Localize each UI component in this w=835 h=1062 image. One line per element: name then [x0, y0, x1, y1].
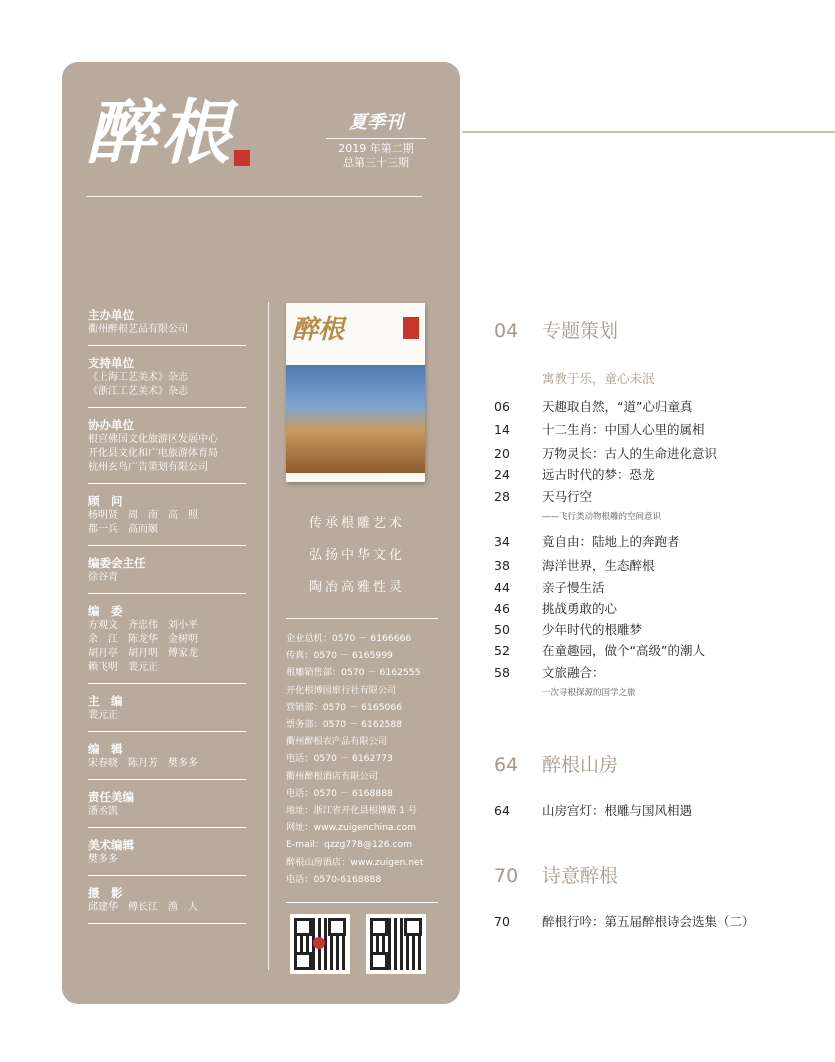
- credit-line: 都一兵 高而颐: [88, 524, 158, 535]
- section-title: 醉根山房: [542, 754, 619, 776]
- motto-line: 弘扬中华文化: [308, 548, 405, 563]
- credit-line: 余 江 陈龙华 金树明: [88, 634, 198, 645]
- credit-line: 胡月亭 胡月明 傅家龙: [88, 648, 198, 659]
- toc-page: 44: [494, 580, 510, 595]
- toc-page: 70: [494, 914, 510, 929]
- toc-page: 28: [494, 489, 510, 504]
- contact-line: 电话：0570 － 6168888: [286, 787, 393, 799]
- credit-line: 《上海工艺美术》杂志: [88, 372, 188, 383]
- contact-line: 开化根博园旅行社有限公司: [286, 684, 397, 696]
- toc-item[interactable]: [494, 556, 655, 574]
- credit-line: 裴元正: [88, 710, 118, 721]
- contact-line: 地址：浙江省开化县根博路 1 号: [286, 805, 418, 817]
- toc-page: 34: [494, 534, 510, 549]
- credit-line: 杨明贤 周 南 高 照: [88, 510, 198, 521]
- toc-page: 52: [494, 643, 510, 658]
- issue-total: 总第三十三期: [343, 156, 409, 169]
- toc-title: 文旅融合：: [542, 665, 605, 680]
- contacts-rule: [286, 618, 438, 619]
- credit-co-organizer: [88, 418, 246, 484]
- qr-code-icon: [290, 914, 350, 974]
- toc-item[interactable]: [494, 532, 680, 550]
- credit-committee: [88, 604, 246, 684]
- toc-section: [494, 316, 618, 343]
- credit-line: 方观文 齐忠伟 刘小平: [88, 620, 198, 631]
- toc-page: 46: [494, 601, 510, 616]
- toc-page: 14: [494, 422, 510, 437]
- credit-editors: [88, 742, 246, 780]
- credit-line: 樊多多: [88, 854, 118, 865]
- toc-page: 20: [494, 446, 510, 461]
- cover-logo: 醉根: [292, 315, 345, 345]
- cover-photo: [286, 365, 425, 473]
- contact-line: 网址：www.zuigenchina.com: [286, 822, 417, 834]
- motto: [286, 508, 428, 604]
- section-title: 专题策划: [542, 320, 619, 342]
- credit-heading: 支持单位: [88, 356, 134, 370]
- toc-section: [494, 750, 618, 777]
- contact-line: 传真：0570 － 6165999: [286, 650, 393, 662]
- credit-photography: [88, 886, 246, 924]
- issue-info: [326, 108, 426, 170]
- credit-line: 赖飞明 裴元正: [88, 662, 158, 673]
- credit-heading: 主办单位: [88, 308, 134, 322]
- cover-seal-icon: [403, 317, 419, 339]
- motto-line: 传承根雕艺术: [308, 516, 405, 531]
- credit-heading: 主 编: [88, 694, 123, 708]
- contact-line: 电话：0570 － 6162773: [286, 753, 393, 765]
- cover-thumbnail: [286, 303, 425, 482]
- credit-line: 徐谷青: [88, 572, 118, 583]
- credit-committee-director: [88, 556, 246, 594]
- credit-art-editor: [88, 838, 246, 876]
- credit-line: 杭州玄鸟广告策划有限公司: [88, 462, 208, 473]
- credit-line: 邱建华 傅长江 渔 人: [88, 902, 198, 913]
- credits-column: [88, 308, 246, 934]
- toc-item[interactable]: [494, 465, 655, 483]
- toc-item[interactable]: [494, 487, 592, 505]
- toc-title: 天马行空: [542, 489, 593, 504]
- toc-title: 亲子慢生活: [542, 580, 605, 595]
- toc-item[interactable]: [494, 599, 617, 617]
- credit-supporter: [88, 356, 246, 408]
- toc-item[interactable]: [494, 397, 692, 415]
- credit-heading: 协办单位: [88, 418, 134, 432]
- credit-line: 《浙江工艺美术》杂志: [88, 386, 188, 397]
- toc-page: 06: [494, 399, 510, 414]
- credit-heading: 编 委: [88, 604, 123, 618]
- credit-line: 衢州醉根艺品有限公司: [88, 324, 188, 335]
- toc-title: 天趣取自然，“道”心归童真: [542, 399, 693, 414]
- toc-item[interactable]: [494, 620, 642, 638]
- toc-section: [494, 861, 618, 888]
- toc-title: 少年时代的根雕梦: [542, 622, 643, 637]
- magazine-logo: 醉根: [86, 91, 234, 174]
- section-page: 04: [494, 320, 519, 342]
- contact-line: 营销部：0570 － 6165066: [286, 701, 403, 713]
- contact-line: 票务部：0570 － 6162588: [286, 719, 403, 731]
- toc-title: 远古时代的梦：恐龙: [542, 467, 655, 482]
- toc-item[interactable]: [494, 912, 755, 930]
- contact-line: 醉根山房酒店：www.zuigen.net: [286, 856, 424, 868]
- toc-note: ——飞行类动物根雕的空间意识: [542, 512, 662, 522]
- toc-page: 24: [494, 467, 510, 482]
- credit-heading: 编委会主任: [88, 556, 146, 570]
- toc-page: 38: [494, 558, 510, 573]
- section-subtitle: 寓教于乐，童心未泯: [542, 371, 655, 386]
- toc-title: 在童趣园，做个“高级”的潮人: [542, 643, 705, 658]
- credit-heading: 美术编辑: [88, 838, 134, 852]
- red-seal-icon: [234, 150, 250, 166]
- toc-note: 一次寻根探源的国学之旅: [542, 688, 636, 698]
- section-title: 诗意醉根: [542, 865, 619, 887]
- toc-page: 50: [494, 622, 510, 637]
- credit-heading: 摄 影: [88, 886, 123, 900]
- contacts-rule: [286, 902, 438, 903]
- credit-organizer: [88, 308, 246, 346]
- contact-line: 企业总机：0570 － 6166666: [286, 633, 412, 644]
- issue-rule: [326, 138, 426, 139]
- contact-line: 电话：0570-6168888: [286, 873, 382, 885]
- qr-code-icon: [366, 914, 426, 974]
- contact-list: [286, 630, 446, 888]
- toc-title: 竟自由：陆地上的奔跑者: [542, 534, 680, 549]
- credit-heading: 责任美编: [88, 790, 134, 804]
- toc-item[interactable]: [494, 420, 705, 438]
- credit-line: 宋春晓 陈月芳 樊多多: [88, 758, 198, 769]
- toc-item[interactable]: [494, 641, 705, 659]
- toc-page: 64: [494, 803, 510, 818]
- credit-chief-editor: [88, 694, 246, 732]
- motto-line: 陶冶高雅性灵: [308, 580, 405, 595]
- toc-title: 挑战勇敢的心: [542, 601, 618, 616]
- credit-heading: 顾 问: [88, 494, 123, 508]
- toc-item[interactable]: [494, 444, 717, 462]
- issue-name: 夏季刊: [349, 112, 403, 133]
- credit-heading: 编 辑: [88, 742, 123, 756]
- credit-advisors: [88, 494, 246, 546]
- toc-title: 海洋世界，生态醉根: [542, 558, 655, 573]
- toc-title: 醉根行吟：第五届醉根诗会选集（二）: [542, 914, 755, 929]
- toc-item[interactable]: [494, 578, 605, 596]
- contact-line: E-mail：qzzg778@126.com: [286, 839, 413, 851]
- column-divider: [268, 302, 269, 970]
- issue-year: 2019 年第二期: [338, 142, 414, 155]
- toc-title: 山房宫灯：根雕与国风相遇: [542, 803, 693, 818]
- credit-art-director: [88, 790, 246, 828]
- section-page: 64: [494, 754, 519, 776]
- masthead-divider: [86, 196, 422, 197]
- contact-line: 衢州醉根农产品有限公司: [286, 736, 388, 748]
- toc-title: 万物灵长：古人的生命进化意识: [542, 446, 718, 461]
- credit-line: 潘丞凯: [88, 806, 118, 817]
- credit-line: 开化县文化和广电旅游体育局: [88, 448, 218, 459]
- contact-line: 根雕销售部：0570 － 6162555: [286, 667, 421, 679]
- toc-page: 58: [494, 665, 510, 680]
- toc-item[interactable]: [494, 663, 605, 681]
- toc-title: 十二生肖：中国人心里的属相: [542, 422, 705, 437]
- section-page: 70: [494, 865, 519, 887]
- contact-line: 衢州醉根酒店有限公司: [286, 770, 378, 782]
- decorative-rule: [462, 131, 835, 133]
- credit-line: 根宫佛国文化旅游区发展中心: [88, 434, 218, 445]
- toc-item[interactable]: [494, 801, 692, 819]
